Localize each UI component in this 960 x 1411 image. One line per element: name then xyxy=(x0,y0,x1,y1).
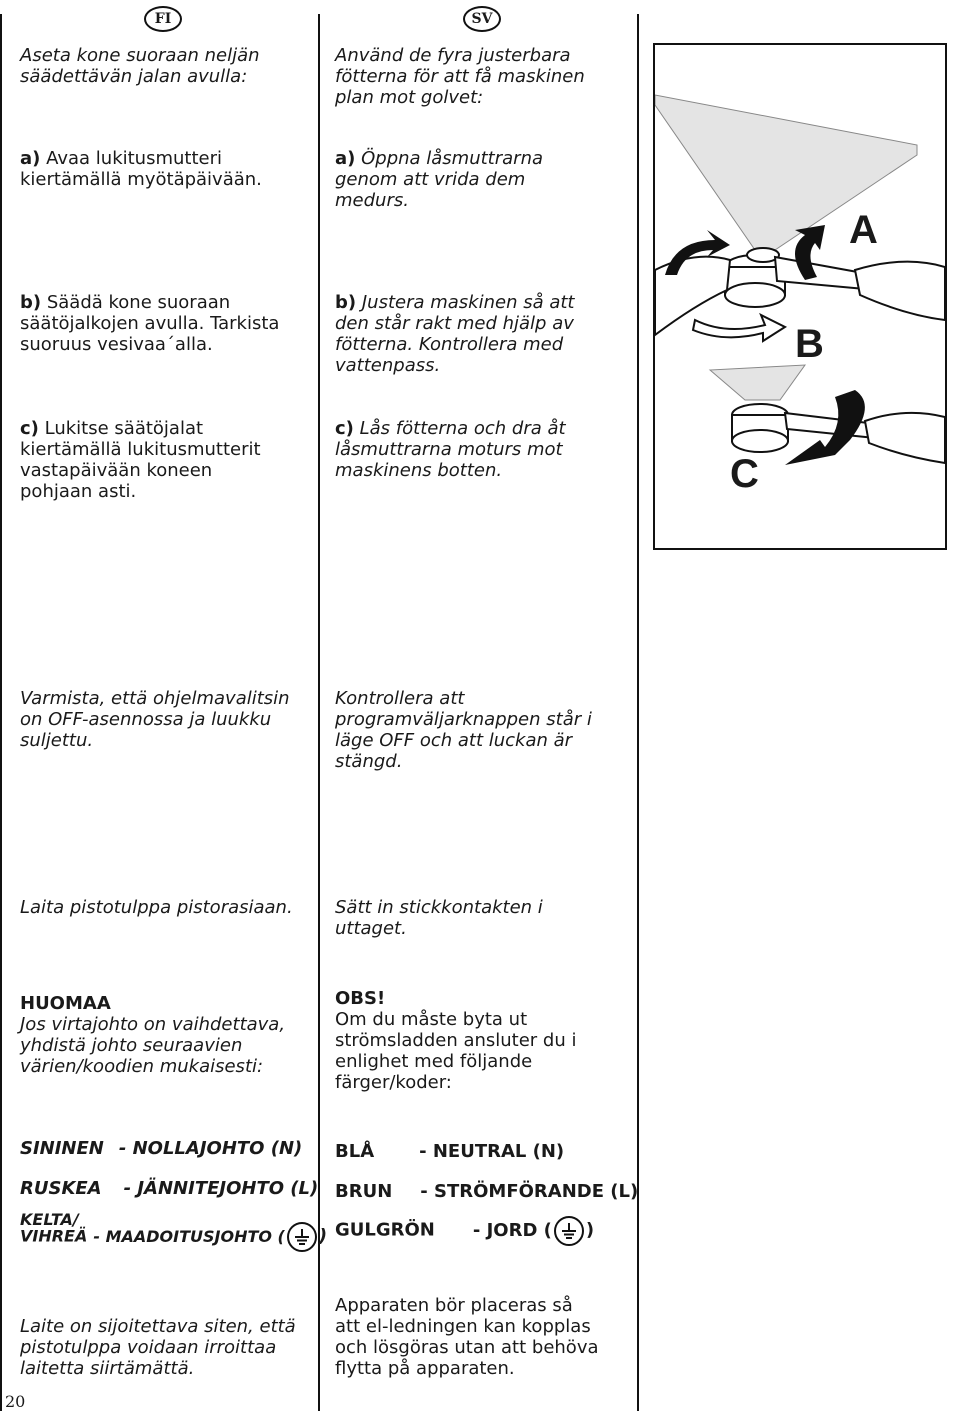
sv-step-b-text: Justera maskinen så att den står rakt med hjälp av fötterna. Kontrollera med vattenpass. xyxy=(335,292,575,376)
sv-step-a xyxy=(335,148,543,211)
sv-wire-row-3 xyxy=(335,1216,594,1246)
sv-step-b-prefix: b) xyxy=(335,292,357,313)
fi-wire3-color-b: VIHREÄ xyxy=(20,1226,88,1246)
fi-step-b-text: Säädä kone suoraan säätöjalkojen avulla. Tarkista suoruus vesivaa´alla. xyxy=(20,292,280,355)
language-badge-sv: SV xyxy=(463,6,501,32)
fi-note xyxy=(20,993,285,1077)
sv-step-a-prefix: a) xyxy=(335,148,356,169)
fi-wire3-color-a: KELTA/ xyxy=(20,1210,79,1229)
fi-step-a xyxy=(20,148,262,190)
sv-wire3-color: GULGRÖN xyxy=(335,1219,435,1241)
fi-note-text: Jos virtajohto on vaihdettava, yhdistä johto seuraavien värien/koodien mukaisesti: xyxy=(20,1014,286,1077)
fi-step-a-text: Avaa lukitusmutteri kiertämällä myötäpäivään. xyxy=(20,148,262,190)
sv-step-c-prefix: c) xyxy=(335,418,354,439)
sv-ground-icon xyxy=(554,1216,584,1246)
sv-placement-text: Apparaten bör placeras så att el-ledningen kan kopplas och lösgöras utan att behöva flytta på apparaten. xyxy=(335,1295,599,1379)
fi-note-title: HUOMAA xyxy=(20,993,111,1014)
sv-wire3-desc: - JORD ( xyxy=(472,1219,552,1241)
fi-wire3-desc: - MAADOITUSJOHTO ( xyxy=(93,1226,285,1246)
sv-step-b xyxy=(335,292,574,376)
sv-plug-text: Sätt in stickkontakten i uttaget. xyxy=(335,897,543,939)
sv-wire-row-1 xyxy=(335,1141,564,1162)
figure-label-b: B xyxy=(795,322,824,366)
fi-plug-text: Laita pistotulppa pistorasiaan. xyxy=(20,897,293,918)
sv-wire3-close: ) xyxy=(585,1219,595,1241)
sv-check-text: Kontrollera att programväljarknappen står i läge OFF och att luckan är stängd. xyxy=(335,688,592,772)
sv-note-title: OBS! xyxy=(335,988,386,1009)
fi-step-b-prefix: b) xyxy=(20,292,42,313)
sv-intro: Använd de fyra justerbara fötterna för att få maskinen plan mot golvet: xyxy=(335,45,585,108)
sv-wire-row-2 xyxy=(335,1181,638,1202)
fi-wire-row-3b xyxy=(20,1222,327,1252)
sv-step-c-text: Lås fötterna och dra åt låsmuttrarna moturs mot maskinens botten. xyxy=(335,418,566,481)
sv-wire1-color: BLÅ xyxy=(335,1141,375,1162)
fi-step-c-prefix: c) xyxy=(20,418,39,439)
language-badge-fi: FI xyxy=(144,6,182,32)
sv-note xyxy=(335,988,577,1093)
fi-wire-row-1 xyxy=(20,1138,302,1159)
page-number: 20 xyxy=(5,1392,26,1411)
fi-step-c-text: Lukitse säätöjalat kiertämällä lukitusmutterit vastapäivään koneen pohjaan asti. xyxy=(20,418,261,502)
fi-check-text: Varmista, että ohjelmavalitsin on OFF-asennossa ja luukku suljettu. xyxy=(20,688,290,751)
fi-wire3-close: ) xyxy=(318,1225,328,1247)
sv-wire1-desc: - NEUTRAL (N) xyxy=(419,1141,565,1162)
fi-wire2-desc: - JÄNNITEJOHTO (L) xyxy=(123,1178,319,1199)
leveling-feet-drawing xyxy=(655,45,945,548)
sv-wire2-desc: - STRÖMFÖRANDE (L) xyxy=(420,1181,639,1202)
figure-label-a: A xyxy=(849,208,878,252)
sv-step-c xyxy=(335,418,566,481)
column-rule-middle xyxy=(318,14,320,1411)
fi-step-c xyxy=(20,418,261,502)
fi-ground-icon xyxy=(287,1222,317,1252)
fi-intro: Aseta kone suoraan neljän säädettävän jalan avulla: xyxy=(20,45,260,87)
sv-wire2-color: BRUN xyxy=(335,1181,393,1202)
fi-wire1-color: SININEN xyxy=(20,1138,104,1159)
fi-wire-row-2 xyxy=(20,1178,318,1199)
fi-step-a-prefix: a) xyxy=(20,148,41,169)
fi-placement-text: Laite on sijoitettava siten, että pistotulppa voidaan irroittaa laitetta siirtämättä. xyxy=(20,1316,296,1379)
sv-note-text: Om du måste byta ut strömsladden ansluter du i enlighet med följande färger/koder: xyxy=(335,1009,577,1093)
fi-wire2-color: RUSKEA xyxy=(20,1178,102,1199)
column-rule-left xyxy=(0,14,2,1411)
fi-wire1-desc: - NOLLAJOHTO (N) xyxy=(118,1138,303,1159)
fi-step-b xyxy=(20,292,279,355)
sv-step-a-text: Öppna låsmuttrarna genom att vrida dem medurs. xyxy=(335,148,544,211)
leveling-feet-illustration xyxy=(653,43,947,550)
figure-label-c: C xyxy=(730,452,759,496)
